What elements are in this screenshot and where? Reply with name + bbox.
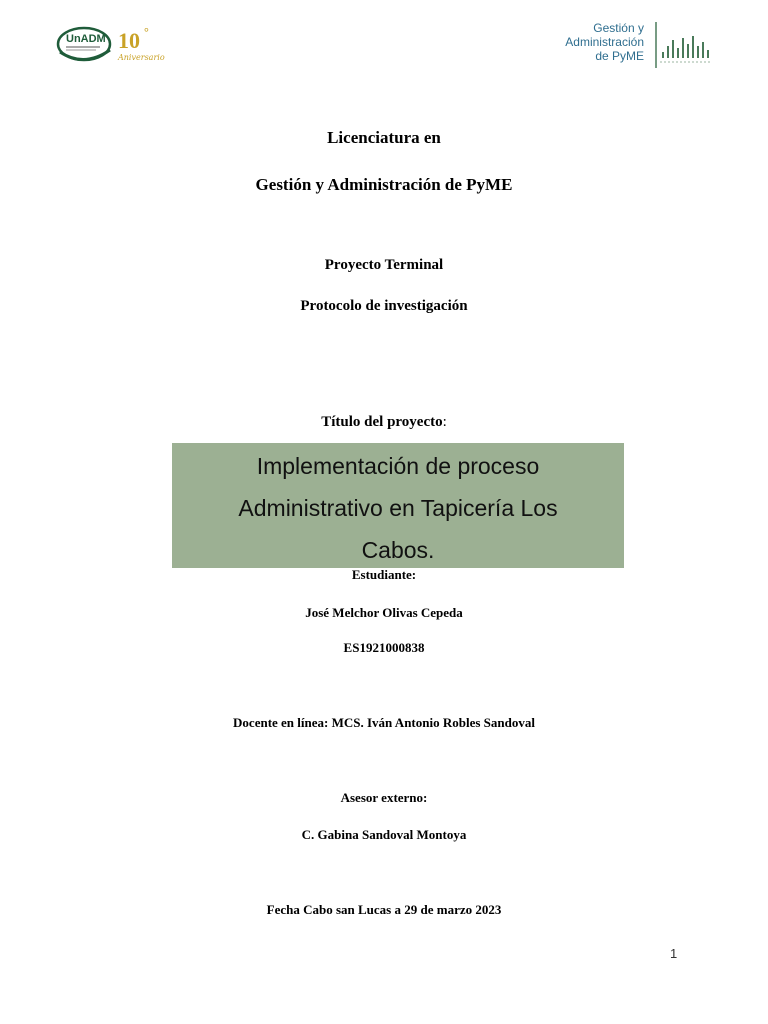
date-line: Fecha Cabo san Lucas a 29 de marzo 2023 [266,902,502,917]
project-title-line: Cabos. [361,537,435,563]
anniversary-word: Aniversario [118,53,165,62]
page-number: 1 [670,946,678,961]
advisor-label: Asesor externo: [340,790,428,805]
title-label [0,414,768,431]
pyme-logo-line1: Gestión y [593,21,644,35]
bar-chart-icon [662,36,709,58]
teacher-line: Docente en línea: MCS. Iván Antonio Robles Sandoval [233,715,535,730]
unadm-logo-text: UnADM [66,33,106,45]
advisor-name: C. Gabina Sandoval Montoya [301,827,467,842]
pyme-logo-line2: Administración [565,35,644,49]
student-name: José Melchor Olivas Cepeda [305,605,463,620]
anniversary-number: 10 [118,28,140,53]
student-label: Estudiante: [351,567,417,582]
document-type: Protocolo de investigación [300,298,468,314]
project-type: Proyecto Terminal [324,257,444,273]
project-title-line: Administrativo en Tapicería Los [238,495,558,521]
degree-line-1: Licenciatura en [327,128,441,147]
pyme-logo [556,18,716,74]
title-label-colon: : [442,414,447,430]
student-id: ES1921000838 [343,640,425,655]
title-label-text: Título del proyecto [321,414,443,430]
project-title-box [172,443,624,568]
unadm-logo [56,22,168,68]
pyme-logo-line3: de PyME [595,49,644,63]
project-title [172,445,624,571]
degree-line-2: Gestión y Administración de PyME [255,175,513,194]
project-title-line: Implementación de proceso [256,453,540,479]
anniversary-degree: ° [144,25,149,39]
